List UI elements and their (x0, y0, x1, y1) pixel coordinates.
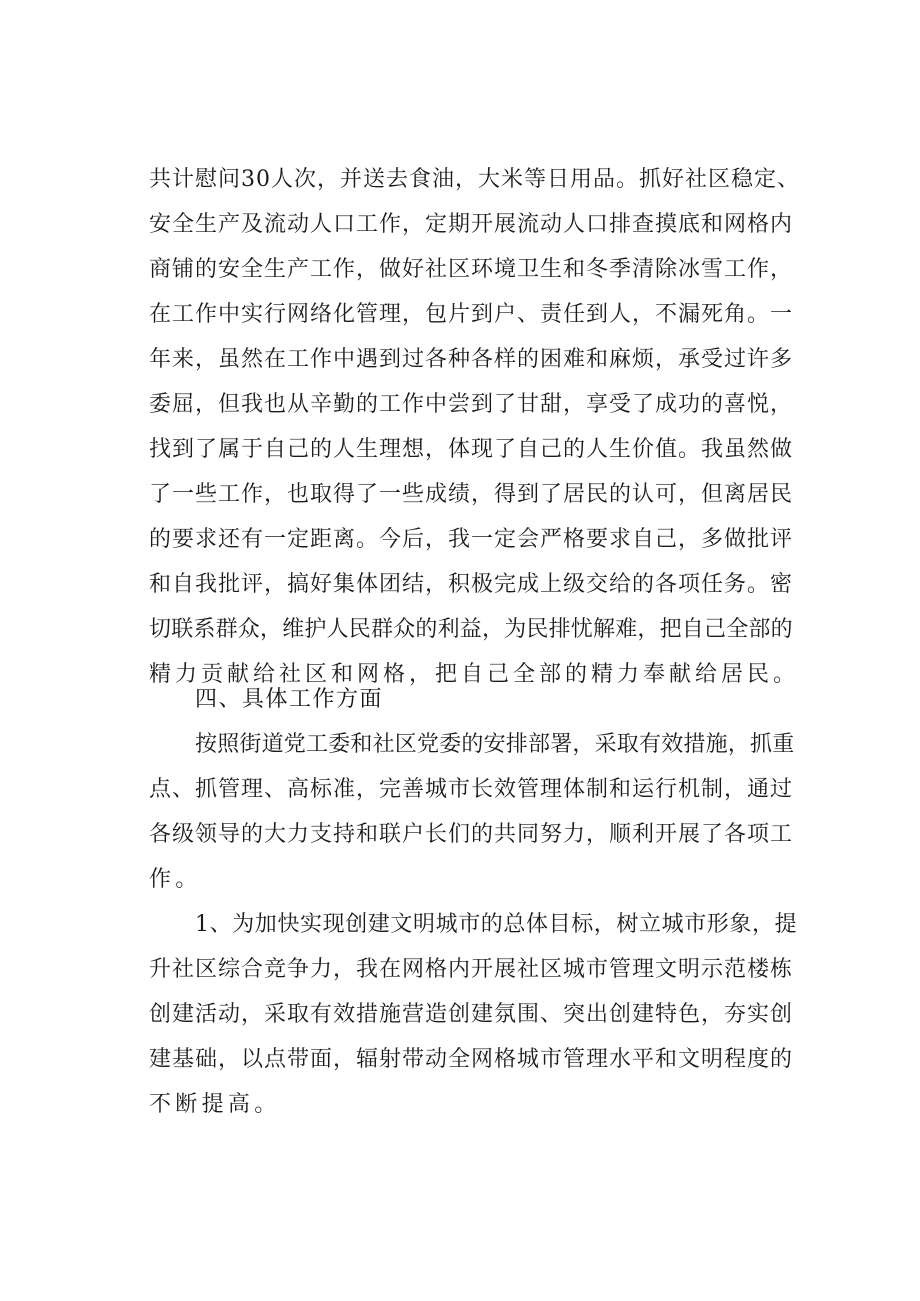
text-line: 创建活动，采取有效措施营造创建氛围、突出创建特色，夯实创 (149, 1002, 794, 1027)
text-line: 商铺的安全生产工作，做好社区环境卫生和冬季清除冰雪工作， (149, 257, 794, 282)
text-line: 在工作中实行网络化管理，包片到户、责任到人，不漏死角。一 (149, 302, 794, 327)
text-line: 不断提高。 (149, 1092, 281, 1117)
text-line: 安全生产及流动人口工作，定期开展流动人口排查摸底和网格内 (149, 212, 794, 237)
text-line: 升社区综合竞争力，我在网格内开展社区城市管理文明示范楼栋 (149, 957, 794, 982)
text-line: 找到了属于自己的人生理想，体现了自己的人生价值。我虽然做 (149, 437, 794, 462)
text-line: 按照街道党工委和社区党委的安排部署，采取有效措施，抓重 (195, 732, 795, 757)
text-line: 建基础，以点带面，辐射带动全网格城市管理水平和文明程度的 (149, 1047, 794, 1072)
text-line: 的要求还有一定距离。今后，我一定会严格要求自己，多做批评 (149, 527, 794, 552)
text-line: 共计慰问30人次，并送去食油，大米等日用品。抓好社区稳定、 (149, 167, 800, 192)
text-line: 1、为加快实现创建文明城市的总体目标，树立城市形象，提 (195, 912, 798, 937)
text-line: 作。 (149, 867, 202, 892)
section-heading: 四、具体工作方面 (195, 687, 384, 712)
text-line: 各级领导的大力支持和联户长们的共同努力，顺利开展了各项工 (149, 822, 794, 847)
text-line: 委屈，但我也从辛勤的工作中尝到了甘甜，享受了成功的喜悦， (149, 392, 794, 417)
text-line: 和自我批评，搞好集体团结，积极完成上级交给的各项任务。密 (149, 572, 794, 597)
text-line: 点、抓管理、高标准，完善城市长效管理体制和运行机制，通过 (149, 777, 794, 802)
text-line: 切联系群众，维护人民群众的利益，为民排忧解难，把自己全部的 (149, 617, 793, 642)
text-line: 了一些工作，也取得了一些成绩，得到了居民的认可，但离居民 (149, 482, 794, 507)
text-line: 精力贡献给社区和网格，把自己全部的精力奉献给居民。 (149, 662, 800, 687)
text-line: 年来，虽然在工作中遇到过各种各样的困难和麻烦，承受过许多 (149, 347, 794, 372)
